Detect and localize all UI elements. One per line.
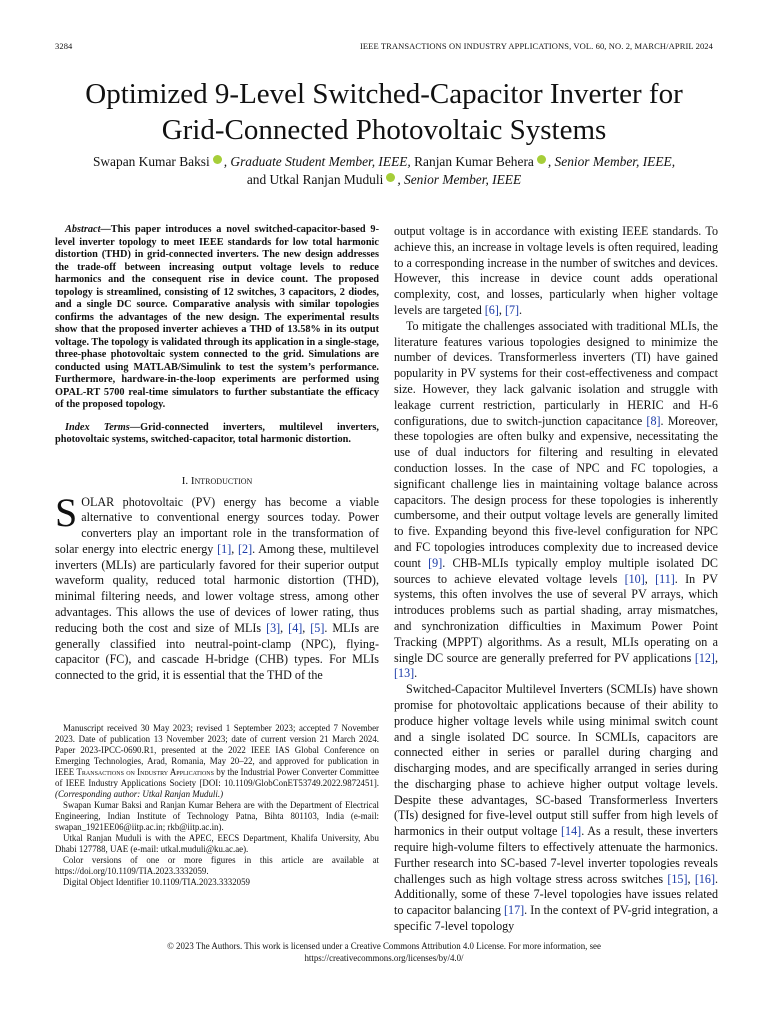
license-text: © 2023 The Authors. This work is licensed under a Creative Commons Attribution 4.0 License. For more information, see xyxy=(167,941,601,951)
license-url[interactable]: https://creativecommons.org/licenses/by/4.0/ xyxy=(304,952,464,963)
index-terms xyxy=(55,422,379,447)
citation-link[interactable]: [2] xyxy=(238,541,253,556)
right-column xyxy=(394,224,718,935)
body-text: . In PV systems, this often involves the use of several PV arrays, which introduces problems such as partial shading, array mismatches, and synchronization difficulties in Maximum Power Point Tracking (MPPT) algorithms. As a result, MLIs operating on a single DC source are generally preferred for PV applications xyxy=(394,571,718,665)
citation-link[interactable]: [16] xyxy=(694,871,715,886)
body-text: . xyxy=(414,666,418,681)
citation-link[interactable]: [11] xyxy=(655,571,675,586)
citation-link[interactable]: [4] xyxy=(288,620,303,635)
author-3: and Utkal Ranjan Muduli xyxy=(246,171,384,187)
author-3-role: , Senior Member, IEEE xyxy=(397,171,522,187)
footnote-affiliation-2: Utkal Ranjan Muduli is with the APEC, EECS Department, Khalifa University, Abu Dhabi 127788, UAE (e-mail: utkal.muduli@ku.ac.ae). xyxy=(55,833,379,854)
body-text: Switched-Capacitor Multilevel Inverters (SCMLIs) have shown promise for photovoltaic applications because of their ability to produce higher voltage levels while using minimal switch count and a single isolated DC source. In SCMLIs, capacitors are connected either in series or parallel during charging and discharging modes, and are specifically arranged in series during the discharging phase to achieve higher output voltage levels. Despite these advantages, SC-based Transformerless Inverters (TIs) designed for five-level output still suffer from high levels of harmonics in their output voltage xyxy=(394,682,718,839)
body-text: . As a result, these inverters require high-volume filters to effectively attenuate the harmonics. Further research into SC-based 7-level inverter topologies reveals challenges such as high voltage stress across switches xyxy=(394,824,718,886)
title-line-2: Grid-Connected Photovoltaic Systems xyxy=(161,114,607,146)
author-1: Swapan Kumar Baksi xyxy=(92,154,210,169)
paper-title xyxy=(40,76,728,148)
orcid-icon[interactable] xyxy=(213,155,222,164)
body-text: . Among these, multilevel inverters (MLIs) are particularly favored for their superior output waveform quality, reduced total harmonic distortion (THD), minimal filtering needs, and lower voltage stress, among other advantages. This allows the use of devices of lower rating, thus reducing both the cost and size of MLIs xyxy=(55,541,379,635)
body-text: To mitigate the challenges associated with traditional MLIs, the literature features various topologies designed to minimize the number of devices. Transformerless inverters (TI) have gained popularity in PV systems for their cost-effectiveness and compact size. However, they lack galvanic isolation and struggle with leakage current restriction, particularly in HERIC and H-6 configurations, due to switch-junction capacitance xyxy=(394,318,718,428)
orcid-icon[interactable] xyxy=(386,173,395,182)
author-list xyxy=(40,153,728,188)
section-number: I. xyxy=(181,474,191,487)
citation-link[interactable]: [8] xyxy=(646,413,661,428)
body-paragraph: Switched-Capacitor Multilevel Inverters (SCMLIs) have shown promise for photovoltaic applications because of their ability to produce higher voltage levels while using minimal switch count and a single isolated DC source. In SCMLIs, capacitors are connected either in series or parallel during charging and discharging modes, and are specifically arranged in series during the discharging phase to achieve higher output voltage levels. Despite these advantages, SC-based Transformerless Inverters (TIs) designed for five-level output still suffer from high levels of harmonics in their output voltage [14]. As a result, these inverters require high-volume filters to effectively attenuate the harmonics. Further research into SC-based 7-level inverter topologies reveals challenges such as high voltage stress across switches [15], [16]. Additionally, some of these 7-level topologies have issues related to capacitor balancing [17]. In the context of PV-grid integration, a specific 7-level topology xyxy=(394,682,719,934)
body-text: . xyxy=(519,302,523,317)
footnote-manuscript xyxy=(55,723,379,800)
citation-link[interactable]: [1] xyxy=(217,541,232,556)
journal-header: IEEE TRANSACTIONS ON INDUSTRY APPLICATIONS, VOL. 60, NO. 2, MARCH/APRIL 2024 xyxy=(359,41,713,51)
footnotes xyxy=(55,723,379,888)
orcid-icon[interactable] xyxy=(537,155,546,164)
author-2: Ranjan Kumar Behera xyxy=(410,154,534,169)
section-title: Introduction xyxy=(190,474,253,487)
index-terms-label: Index Terms xyxy=(65,421,130,433)
citation-link[interactable]: [6] xyxy=(484,302,499,317)
citation-link[interactable]: [3] xyxy=(266,620,281,635)
page-number: 3284 xyxy=(55,41,73,51)
citation-link[interactable]: [14] xyxy=(561,824,582,839)
body-text: . Additionally, some of these 7-level topologies have issues related to capacitor balancing xyxy=(394,871,719,918)
citation-link[interactable]: [9] xyxy=(428,555,443,570)
footnote-affiliation-1: Swapan Kumar Baksi and Ranjan Kumar Behera are with the Department of Electrical Engineering, Indian Institute of Technology Patna, Bihta 801103, India (e-mail: swapan_1921EE06@iitp.ac.in; rkb@iitp.ac.in). xyxy=(55,800,379,832)
index-terms-text: —Grid-connected inverters, multilevel inverters, photovoltaic systems, switched-capacitor, total harmonic distortion. xyxy=(55,421,379,445)
citation-link[interactable]: [10] xyxy=(624,571,645,586)
body-text: OLAR photovoltaic (PV) energy has become a viable alternative to conventional energy sources today. Power converters play an important role in the transformation of solar energy into electric energy xyxy=(55,494,379,556)
section-heading xyxy=(55,475,379,487)
title-line-1: Optimized 9-Level Switched-Capacitor Inverter for xyxy=(85,78,683,110)
footnote-color: Color versions of one or more figures in this article are available at https://doi.org/10.1109/TIA.2023.3332059. xyxy=(55,855,379,876)
body-text: output voltage is in accordance with existing IEEE standards. To achieve this, an increase in voltage levels is often required, leading to a corresponding increase in the number of switches and devices. However, this increase in device count adds operational complexity, cost, and losses, particularly when higher voltage levels are targeted xyxy=(394,224,718,317)
drop-cap: S xyxy=(55,489,78,535)
journal-name: Transactions on Industry Applications xyxy=(76,767,214,777)
footnote-text: by the Industrial Power Converter Committee of IEEE Industry Applications Society [DOI: 10.1109/GlobConET53749.2022.9872451]. xyxy=(55,767,379,788)
body-text: . CHB-MLIs typically employ multiple isolated DC sources to achieve elevated voltage levels xyxy=(394,555,718,586)
abstract xyxy=(55,224,379,412)
license-notice xyxy=(80,941,688,964)
citation-link[interactable]: [15] xyxy=(667,871,688,886)
body-paragraph: output voltage is in accordance with existing IEEE standards. To achieve this, an increase in voltage levels is often required, leading to a corresponding increase in the number of switches and devices. However, this increase in device count adds operational complexity, cost, and losses, particularly when higher voltage levels are targeted [6], [7]. xyxy=(394,224,718,317)
body-text: . Moreover, these topologies are often bulky and expensive, necessitating the use of dual inductors for filtering and resulting in elevated conduction losses. In the case of NPC and FC topologies, a significant challenge lies in maintaining voltage balance across capacitors. The design process for these topologies is inherently cumbersome, and their output voltage levels are generally limited to five. Expanding beyond this five-level configuration for NPC and FC topologies introduces complexity due to increased device count xyxy=(394,413,718,570)
body-text: . MLIs are generally classified into neutral-point-clamp (NPC), flying-capacitor (FC), and cascade H-bridge (CHB) types. For MLIs connected to the grid, it is essential that the THD of the xyxy=(55,620,379,683)
body-text: . In the context of PV-grid integration, a specific 7-level topology xyxy=(394,903,718,934)
citation-link[interactable]: [7] xyxy=(504,302,520,317)
corresponding-author: (Corresponding author: Utkal Ranjan Muduli.) xyxy=(55,789,224,799)
abstract-text: —This paper introduces a novel switched-capacitor-based 9-level inverter topology to meet IEEE standards for low total harmonic distortion (THD) in grid-connected inverters. The new design addresses the trade-off between increasing output voltage levels to reduce harmonics and the consequent rise in device count. The proposed topology is streamlined, consisting of 12 switches, 3 capacitors, 2 diodes, and a single DC source. Comparative analysis with similar topologies confirms the advantages of the new design. The experimental results show that the proposed inverter achieves a THD of 13.58% in its output voltage. The topology is validated through its application in a single-stage, three-phase photovoltaic system connected to the grid. Simulations are conducted using MATLAB/Simulink to test the system’s performance. Furthermore, hardware-in-the-loop experiments are performed using OPAL-RT 5700 real-time simulators to further substantiate the efficacy of the proposed topology. xyxy=(55,224,380,410)
footnote-doi: Digital Object Identifier 10.1109/TIA.2023.3332059 xyxy=(63,877,250,887)
intro-paragraph: SOLAR photovoltaic (PV) energy has become a viable alternative to conventional energy sources today. Power converters play an important role in the transformation of solar energy into electric energy [1], [2]. Among these, multilevel inverters (MLIs) are particularly favored for their superior output waveform quality, reduced total harmonic distortion (THD), minimal filtering needs, and lower voltage stress, among other advantages. This allows the use of devices of lower rating, thus reducing both the cost and size of MLIs [3], [4], [5]. MLIs are generally classified into neutral-point-clamp (NPC), flying-capacitor (FC), and cascade H-bridge (CHB) types. For MLIs connected to the grid, it is essential that the THD of the xyxy=(55,489,379,683)
citation-link[interactable]: [17] xyxy=(504,903,525,918)
citation-link[interactable]: [13] xyxy=(394,666,415,681)
citation-link[interactable]: [12] xyxy=(694,650,715,665)
body-paragraph: To mitigate the challenges associated with traditional MLIs, the literature features various topologies designed to minimize the number of devices. Transformerless inverters (TI) have gained popularity in PV systems for their cost-effectiveness and compact size. However, they lack galvanic isolation and struggle with leakage current restriction, particularly in HERIC and H-6 configurations, due to switch-junction capacitance [8]. Moreover, these topologies are often bulky and expensive, necessitating the use of dual inductors for filtering and resulting in elevated conduction losses. In the case of NPC and FC topologies, a significant challenge lies in maintaining voltage balance across capacitors. The design process for these topologies is inherently cumbersome, and their output voltage levels are generally limited to five. Expanding beyond this five-level configuration for NPC and FC topologies introduces complexity due to increased device count [9]. CHB-MLIs typically employ multiple isolated DC sources to achieve elevated voltage levels [10], [11]. In PV systems, this often involves the use of several PV arrays, which introduces problems such as partial shading, array mismatches, and synchronization difficulties in Maximum Power Point Tracking (MPPT) algorithms. As a result, MLIs operating on a single DC source are generally preferred for PV applications [12], [13]. xyxy=(394,318,718,681)
left-column xyxy=(55,224,379,684)
footnote-text: Manuscript received 30 May 2023; revised 1 September 2023; accepted 7 November 2023. Date of publication 13 November 2023; date of current version 21 March 2024. Paper 2023-IPCC-0690.R1, presented at the 2022 IEEE IAS Global Conference on Emerging Technologies, Arad, Romania, May 20–22, and approved for publication in IEEE xyxy=(55,723,379,777)
author-2-role: , Senior Member, IEEE, xyxy=(547,154,676,169)
abstract-label: Abstract xyxy=(65,224,101,235)
citation-link[interactable]: [5] xyxy=(310,620,325,635)
author-1-role: , Graduate Student Member, IEEE, xyxy=(223,154,411,169)
